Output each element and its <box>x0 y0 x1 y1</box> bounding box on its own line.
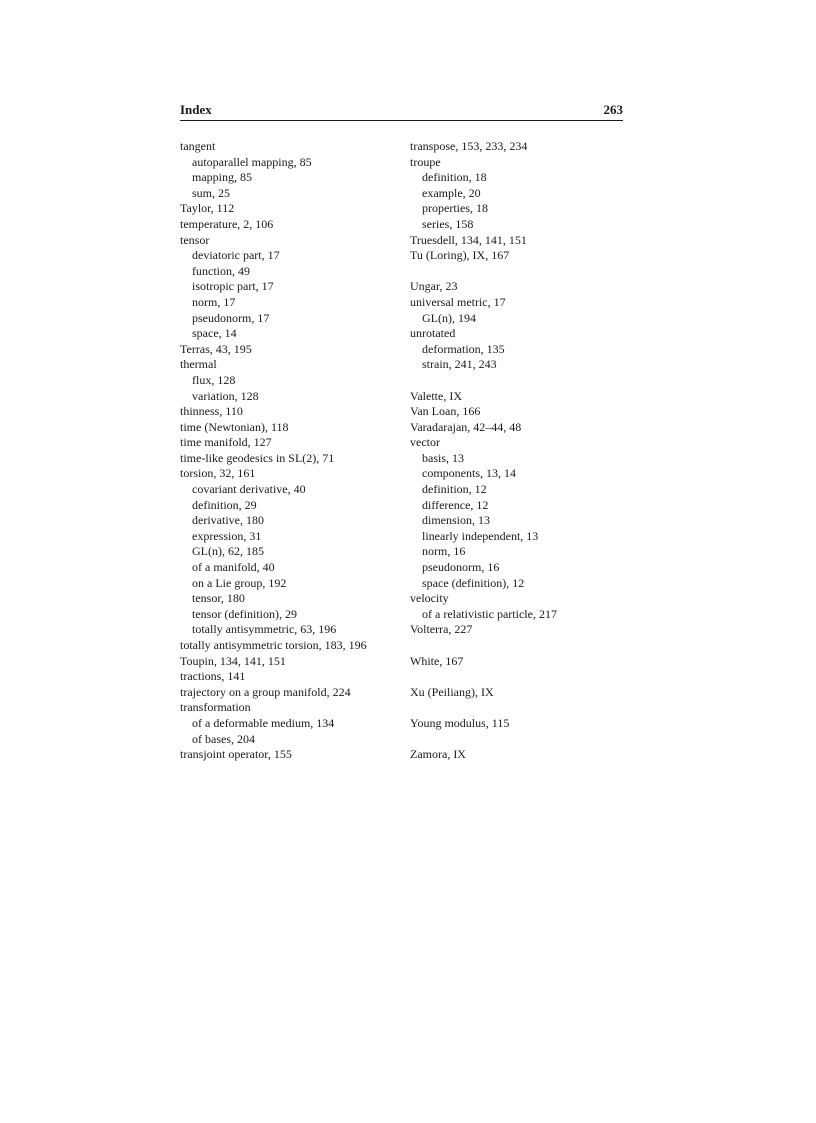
index-entry: temperature, 2, 106 <box>180 216 274 231</box>
index-entry: trajectory on a group manifold, 224 <box>180 684 351 699</box>
index-subentry: of a relativistic particle, 217 <box>422 606 557 621</box>
index-subentry: linearly independent, 13 <box>422 528 539 543</box>
index-subentry: definition, 12 <box>422 482 487 497</box>
letter-group-gap <box>410 700 623 716</box>
index-subentry: sum, 25 <box>192 185 231 200</box>
index-column-right <box>410 139 623 763</box>
index-entry: time (Newtonian), 118 <box>180 419 289 434</box>
page-title: Index <box>180 102 212 117</box>
index-entry: troupe <box>410 154 441 169</box>
index-subentry: components, 13, 14 <box>422 466 516 481</box>
index-entry: Tu (Loring), IX, 167 <box>410 248 510 263</box>
index-entry: thermal <box>180 357 217 372</box>
index-entry: universal metric, 17 <box>410 294 506 309</box>
index-entry: Zamora, IX <box>410 747 466 762</box>
index-entry: Xu (Peiliang), IX <box>410 684 494 699</box>
index-entry: Van Loan, 166 <box>410 404 481 419</box>
letter-group-gap <box>410 732 623 748</box>
index-entry: Ungar, 23 <box>410 279 458 294</box>
index-subentry: space (definition), 12 <box>422 575 525 590</box>
index-subentry: function, 49 <box>192 263 250 278</box>
index-subentry: norm, 16 <box>422 544 466 559</box>
index-subentry: properties, 18 <box>422 201 488 216</box>
index-subentry: variation, 128 <box>192 388 259 403</box>
letter-group-gap <box>410 373 623 389</box>
running-head <box>180 101 623 121</box>
index-entry: Valette, IX <box>410 388 462 403</box>
index-entry: time-like geodesics in SL(2), 71 <box>180 450 335 465</box>
index-subentry: pseudonorm, 17 <box>192 310 270 325</box>
index-subentry: GL(n), 194 <box>422 310 476 325</box>
index-column-left <box>180 139 395 763</box>
index-subentry: derivative, 180 <box>192 513 264 528</box>
index-entry: transformation <box>180 700 251 715</box>
index-entry: time manifold, 127 <box>180 435 272 450</box>
index-entry: thinness, 110 <box>180 404 243 419</box>
index-subentry: on a Lie group, 192 <box>192 575 287 590</box>
index-entry: Volterra, 227 <box>410 622 473 637</box>
page-number: 263 <box>603 102 623 117</box>
letter-group-gap <box>410 264 623 280</box>
index-entry: totally antisymmetric torsion, 183, 196 <box>180 638 367 652</box>
index-subentry: totally antisymmetric, 63, 196 <box>192 622 337 637</box>
index-subentry: flux, 128 <box>192 372 236 387</box>
index-subentry: of a manifold, 40 <box>192 560 275 575</box>
index-subentry: difference, 12 <box>422 497 489 512</box>
index-entry: tensor <box>180 232 210 247</box>
index-entry: transjoint operator, 155 <box>180 747 292 762</box>
index-subentry: strain, 241, 243 <box>422 357 497 372</box>
index-subentry: definition, 29 <box>192 497 257 512</box>
index-entry: unrotated <box>410 326 456 341</box>
index-subentry: autoparallel mapping, 85 <box>192 154 312 169</box>
index-subentry: pseudonorm, 16 <box>422 560 500 575</box>
index-entry: tangent <box>180 139 216 153</box>
index-subentry: deformation, 135 <box>422 341 505 356</box>
index-subentry: definition, 18 <box>422 170 487 185</box>
index-subentry: of bases, 204 <box>192 731 255 746</box>
index-entry: tractions, 141 <box>180 669 246 684</box>
index-subentry: dimension, 13 <box>422 513 490 528</box>
index-subentry: mapping, 85 <box>192 170 252 185</box>
index-subentry: deviatoric part, 17 <box>192 248 280 263</box>
index-entry: Truesdell, 134, 141, 151 <box>410 232 527 247</box>
index-entry: vector <box>410 435 440 450</box>
index-subentry: isotropic part, 17 <box>192 279 274 294</box>
index-entry: Varadarajan, 42–44, 48 <box>410 419 522 434</box>
index-subentry: of a deformable medium, 134 <box>192 715 335 730</box>
index-subentry: tensor, 180 <box>192 591 245 606</box>
index-entry: torsion, 32, 161 <box>180 466 256 481</box>
letter-group-gap <box>410 669 623 685</box>
index-entry: Young modulus, 115 <box>410 715 510 730</box>
index-entry: velocity <box>410 591 449 606</box>
index-subentry: basis, 13 <box>422 450 464 465</box>
letter-group-gap <box>410 638 623 654</box>
index-entry: Toupin, 134, 141, 151 <box>180 653 286 668</box>
index-subentry: series, 158 <box>422 216 474 231</box>
index-entry: Taylor, 112 <box>180 201 235 216</box>
index-entry: White, 167 <box>410 653 464 668</box>
index-entry: Terras, 43, 195 <box>180 341 252 356</box>
index-subentry: covariant derivative, 40 <box>192 482 306 497</box>
index-entry: transpose, 153, 233, 234 <box>410 139 528 153</box>
index-subentry: expression, 31 <box>192 528 262 543</box>
index-subentry: example, 20 <box>422 185 481 200</box>
index-subentry: norm, 17 <box>192 294 236 309</box>
index-subentry: tensor (definition), 29 <box>192 606 297 621</box>
index-subentry: GL(n), 62, 185 <box>192 544 264 559</box>
index-subentry: space, 14 <box>192 326 237 341</box>
